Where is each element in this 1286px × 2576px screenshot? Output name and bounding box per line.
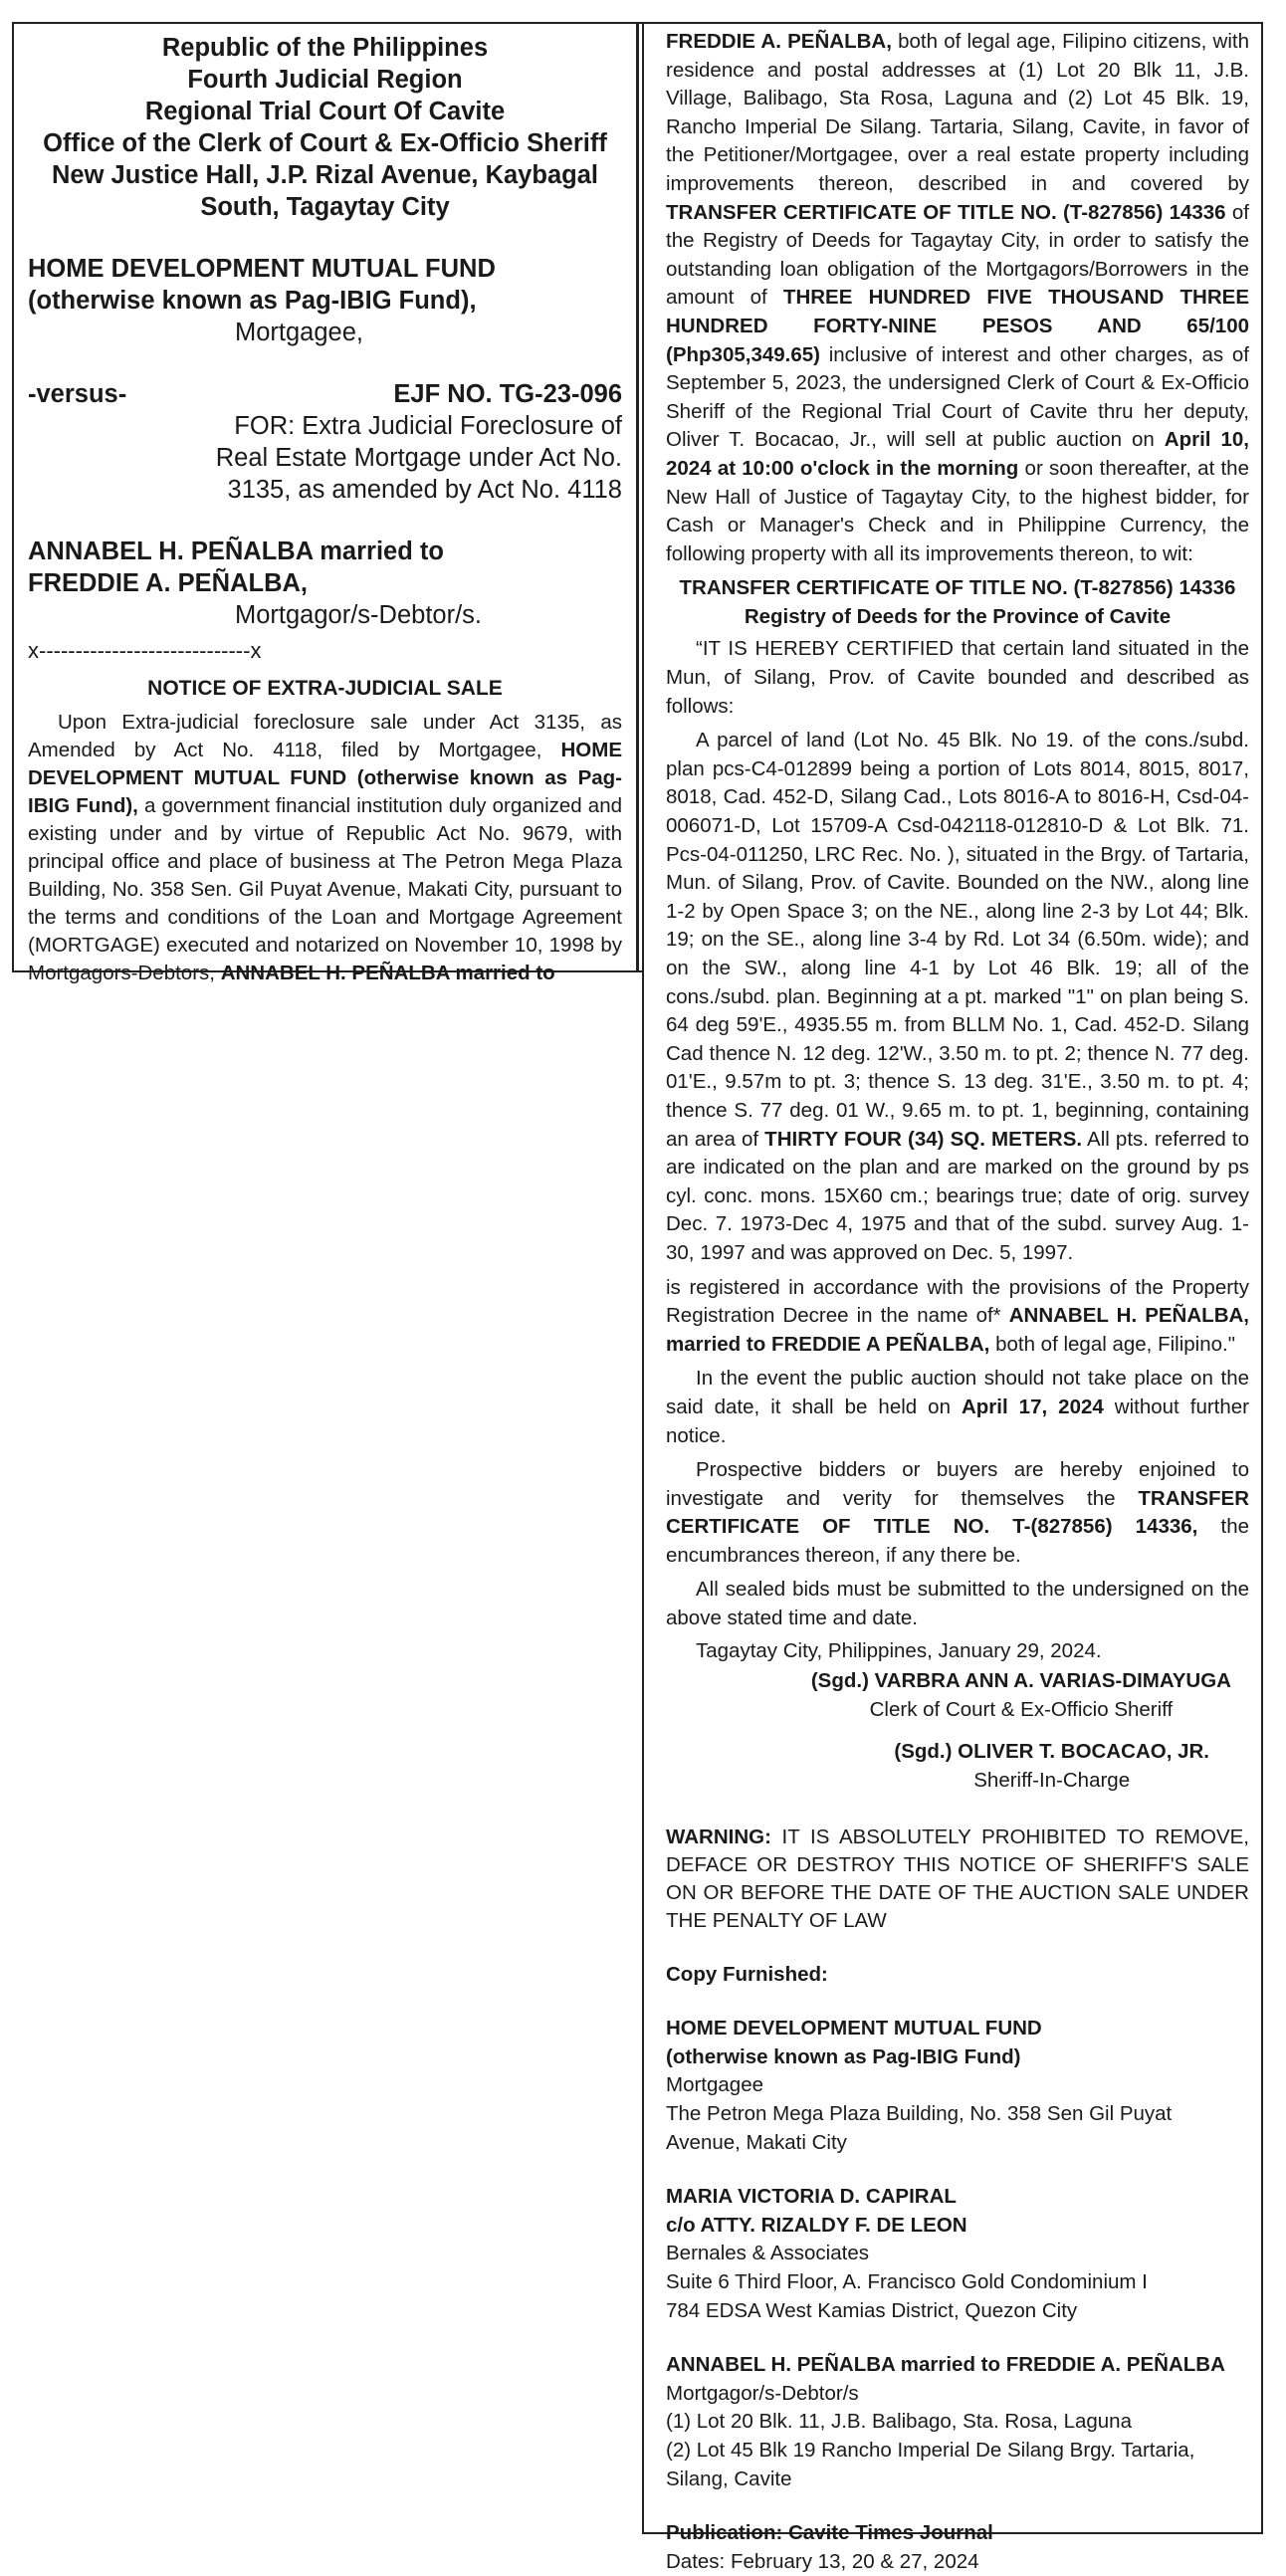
recipient-attorney: c/o ATTY. RIZALDY F. DE LEON — [666, 2213, 967, 2237]
text-run: Prospective bidders or buyers are hereby enjoined to investigate and verity for themselves the — [666, 1458, 1249, 1510]
text-run: is registered in accordance with the provisions of the Property Registration Decree in the name of* — [666, 1275, 1249, 1328]
recipient-role: Mortgagor/s-Debtor/s — [666, 2381, 859, 2405]
publication-dates: Dates: February 13, 20 & 27, 2024 — [666, 2549, 979, 2573]
tct-title: TRANSFER CERTIFICATE OF TITLE NO. (T-827856) 14336 — [679, 576, 1236, 600]
text-run: In the event the public auction should not take place on the said date, it shall be held on — [666, 1367, 1249, 1418]
recipient-role: Mortgagee — [666, 2073, 764, 2097]
header-line: Regional Trial Court Of Cavite — [144, 98, 506, 125]
signatory-title: Clerk of Court & Ex-Officio Sheriff — [869, 1697, 1174, 1721]
for-line: Real Estate Mortgage under Act No. — [215, 444, 622, 472]
bold-run: HOME DEVELOPMENT MUTUAL FUND (otherwise known as Pag-IBIG Fund), — [28, 739, 622, 817]
auction-paragraph — [666, 28, 1249, 568]
debtor-role: Mortgagor/s-Debtor/s. — [235, 601, 483, 629]
recipient-address: 784 EDSA West Kamias District, Quezon City — [666, 2298, 1078, 2322]
recipient-address: Suite 6 Third Floor, A. Francisco Gold Condominium I — [666, 2269, 1148, 2293]
notice-paragraph — [28, 709, 622, 987]
header-line: Office of the Clerk of Court & Ex-Officio Sheriff — [43, 129, 607, 157]
debtor-block — [28, 536, 622, 631]
bold-run: FREDDIE A. PEÑALBA, — [666, 30, 892, 53]
header-line: New Justice Hall, J.P. Rizal Avenue, Kaybagal — [52, 161, 598, 189]
text-run: both of legal age, Filipino citizens, with residence and postal addresses at (1) Lot 20 Blk 11, J.B. Village, Balibago, Sta Rosa, Laguna and (2) Lot 45 Blk. 19, Rancho Imperial De Silang. Tartaria, Silang, Cavite, in favor of the Petitioner/Mortgagee, over a real estate property including improvements thereon, described in and covered by — [666, 30, 1250, 195]
warning-label: WARNING: — [666, 1825, 771, 1848]
mortgagee-role: Mortgagee, — [235, 319, 363, 346]
left-column — [12, 22, 637, 984]
divider-rule — [637, 22, 639, 972]
separator-line: x-----------------------------x — [28, 638, 262, 663]
bidders-paragraph — [666, 1456, 1249, 1570]
tct-heading — [666, 574, 1249, 631]
certified-paragraph: “IT IS HEREBY CERTIFIED that certain land situated in the Mun, of Silang, Prov. of Cavite bounded and described as follows: — [666, 637, 1249, 718]
warning-notice — [666, 1824, 1249, 1935]
bold-run: April 10, 2024 at 10:00 o'clock in the morning — [666, 428, 1249, 480]
header-line: Republic of the Philippines — [161, 34, 489, 62]
for-line: 3135, as amended by Act No. 4118 — [227, 476, 622, 504]
text-run: A parcel of land (Lot No. 45 Blk. No 19. of the cons./subd. plan pcs-C4-012899 being a portion of Lots 8014, 8015, 8017, 8018, Cad. 452-D, Silang Cad., Lots 8016-A to 8016-H, Csd-04-006071-D, Lot 15709-A Csd-042118-012810-D & Lot Blk. 71. Pcs-04-011250, LRC Rec. No. ), situated in the Brgy. of Tartaria, Mun. of Silang, Prov. of Cavite. Bounded on the NW., along line 1-2 by Open Space 3; on the NE., along line 2-3 by Lot 44; Blk. 19; on the SE., along line 3-4 by Rd. Lot 34 (6.50m. wide); and on the SW., along line 4-1 by Lot 46 Blk. 19; all of the cons./subd. plan. Beginning at a pt. marked "1" on plan being S. 64 deg 59'E., 4935.55 m. from BLLM No. 1, Cad. 452-D. Silang Cad thence N. 12 deg. 12'W., 3.50 m. to pt. 2; thence N. 77 deg. 01'E., 9.57m to pt. 3; thence S. 13 deg. 31'E., 3.50 m. to pt. 4; thence S. 77 deg. 01 W., 9.65 m. to pt. 1, beginning, containing an area of — [666, 729, 1249, 1151]
mortgagee-block — [28, 253, 622, 348]
text-run: the encumbrances thereon, if any there be. — [666, 1515, 1249, 1567]
text-run: or soon thereafter, at the New Hall of Justice of Tagaytay City, to the highest bidder, for Cash or Manager's Check and in Philippine Currency, the following property with all its improvements thereon, to wit: — [666, 456, 1249, 565]
signatory-name: (Sgd.) OLIVER T. BOCACAO, JR. — [894, 1740, 1209, 1764]
recipient-address: (2) Lot 45 Blk 19 Rancho Imperial De Silang Brgy. Tartaria, Silang, Cavite — [666, 2438, 1195, 2490]
right-column — [642, 22, 1263, 2573]
warning-text: IT IS ABSOLUTELY PROHIBITED TO REMOVE, DEFACE OR DESTROY THIS NOTICE OF SHERIFF'S SALE ON OR BEFORE THE DATE OF THE AUCTION SALE UNDER THE PENALTY OF LAW — [666, 1825, 1249, 1932]
registry-title: Registry of Deeds for the Province of Cavite — [744, 604, 1172, 628]
bold-run: ANNABEL H. PEÑALBA, married to FREDDIE A PEÑALBA, — [666, 1304, 1249, 1356]
signatory-title: Sheriff-In-Charge — [973, 1769, 1131, 1793]
text-run: both of legal age, Filipino." — [989, 1332, 1235, 1356]
text-run: of the Registry of Deeds for Tagaytay City, in order to satisfy the outstanding loan obligation of the Mortgagors/Borrowers in the amount of — [666, 200, 1249, 310]
header-line: South, Tagaytay City — [200, 193, 450, 221]
bold-run: ANNABEL H. PEÑALBA married to — [220, 962, 555, 984]
recipient-debtors — [666, 2351, 1249, 2493]
case-row — [28, 378, 622, 410]
recipient-counsel — [666, 2183, 1249, 2325]
recipient-name: ANNABEL H. PEÑALBA married to FREDDIE A. PEÑALBA — [666, 2353, 1225, 2377]
signatory-name: (Sgd.) VARBRA ANN A. VARIAS-DIMAYUGA — [810, 1669, 1231, 1693]
recipient-address: (1) Lot 20 Blk. 11, J.B. Balibago, Sta. Rosa, Laguna — [666, 2410, 1132, 2434]
bold-run: April 17, 2024 — [961, 1395, 1104, 1418]
case-for — [28, 410, 622, 506]
recipient-firm: Bernales & Associates — [666, 2242, 869, 2265]
copy-furnished-label: Copy Furnished: — [666, 1962, 828, 1986]
bold-run: THREE HUNDRED FIVE THOUSAND THREE HUNDRED FORTY-NINE PESOS AND 65/100 (Php305,349.65) — [666, 286, 1249, 366]
recipient-mortgagee — [666, 2015, 1249, 2157]
recipient-alias: (otherwise known as Pag-IBIG Fund) — [666, 2044, 1021, 2068]
dateline: Tagaytay City, Philippines, January 29, 2024. — [696, 1638, 1102, 1662]
bold-run: TRANSFER CERTIFICATE OF TITLE NO. (T-827856) 14336 — [666, 200, 1226, 224]
for-line: FOR: Extra Judicial Foreclosure of — [234, 412, 622, 440]
bold-run: TRANSFER CERTIFICATE OF TITLE NO. T-(827856) 14336, — [666, 1486, 1249, 1539]
debtor-name: ANNABEL H. PEÑALBA married to — [28, 537, 444, 565]
signatory-2 — [666, 1738, 1209, 1795]
notice-title: NOTICE OF EXTRA-JUDICIAL SALE — [147, 677, 503, 700]
bids-paragraph: All sealed bids must be submitted to the undersigned on the above stated time and date. — [666, 1578, 1249, 1630]
signatory-1 — [666, 1667, 1231, 1724]
header-line: Fourth Judicial Region — [187, 66, 463, 94]
mortgagee-alias: (otherwise known as Pag-IBIG Fund), — [28, 287, 477, 315]
publication-label: Publication: Cavite Times Journal — [666, 2521, 993, 2545]
text-run: All pts. referred to are indicated on the plan and are marked on the ground by ps cyl. conc. mons. 15X60 cm.; bearings true; date of orig. survey Dec. 7. 1973-Dec 4, 1975 and that of the subd. survey Aug. 1-30, 1997 and was approved on Dec. 5, 1997. — [666, 1127, 1249, 1264]
top-rule — [637, 22, 1263, 24]
text-run: without further notice. — [666, 1395, 1250, 1447]
mortgagee-name: HOME DEVELOPMENT MUTUAL FUND — [28, 255, 496, 283]
recipient-name: HOME DEVELOPMENT MUTUAL FUND — [666, 2017, 1042, 2040]
debtor-spouse: FREDDIE A. PEÑALBA, — [28, 569, 308, 597]
registration-paragraph — [666, 1274, 1249, 1360]
text-run: Upon Extra-judicial foreclosure sale under Act 3135, as Amended by Act No. 4118, filed by Mortgagee, — [28, 711, 622, 761]
court-header — [28, 32, 622, 223]
versus-label: -versus- — [28, 380, 127, 408]
case-number: EJF NO. TG-23-096 — [393, 380, 622, 408]
land-description — [666, 727, 1249, 1267]
bold-run: THIRTY FOUR (34) SQ. METERS. — [764, 1127, 1083, 1151]
text-run: a government financial institution duly organized and existing under and by virtue of Republic Act No. 9679, with principal office and place of business at The Petron Mega Plaza Building, No. 358 Sen. Gil Puyat Avenue, Makati City, pursuant to the terms and conditions of the Loan and Mortgage Agreement (MORTGAGE) executed and notarized on November 10, 1998 by Mortgagors-Debtors, — [28, 794, 622, 984]
recipient-address: The Petron Mega Plaza Building, No. 358 Sen Gil Puyat Avenue, Makati City — [666, 2102, 1173, 2154]
reschedule-paragraph — [666, 1365, 1249, 1450]
text-run: inclusive of interest and other charges, as of September 5, 2023, the undersigned Clerk of Court & Ex-Officio Sheriff of the Regional Trial Court of Cavite thru her deputy, Oliver T. Bocacao, Jr., will sell at public auction on — [666, 342, 1249, 452]
recipient-name: MARIA VICTORIA D. CAPIRAL — [666, 2185, 957, 2209]
